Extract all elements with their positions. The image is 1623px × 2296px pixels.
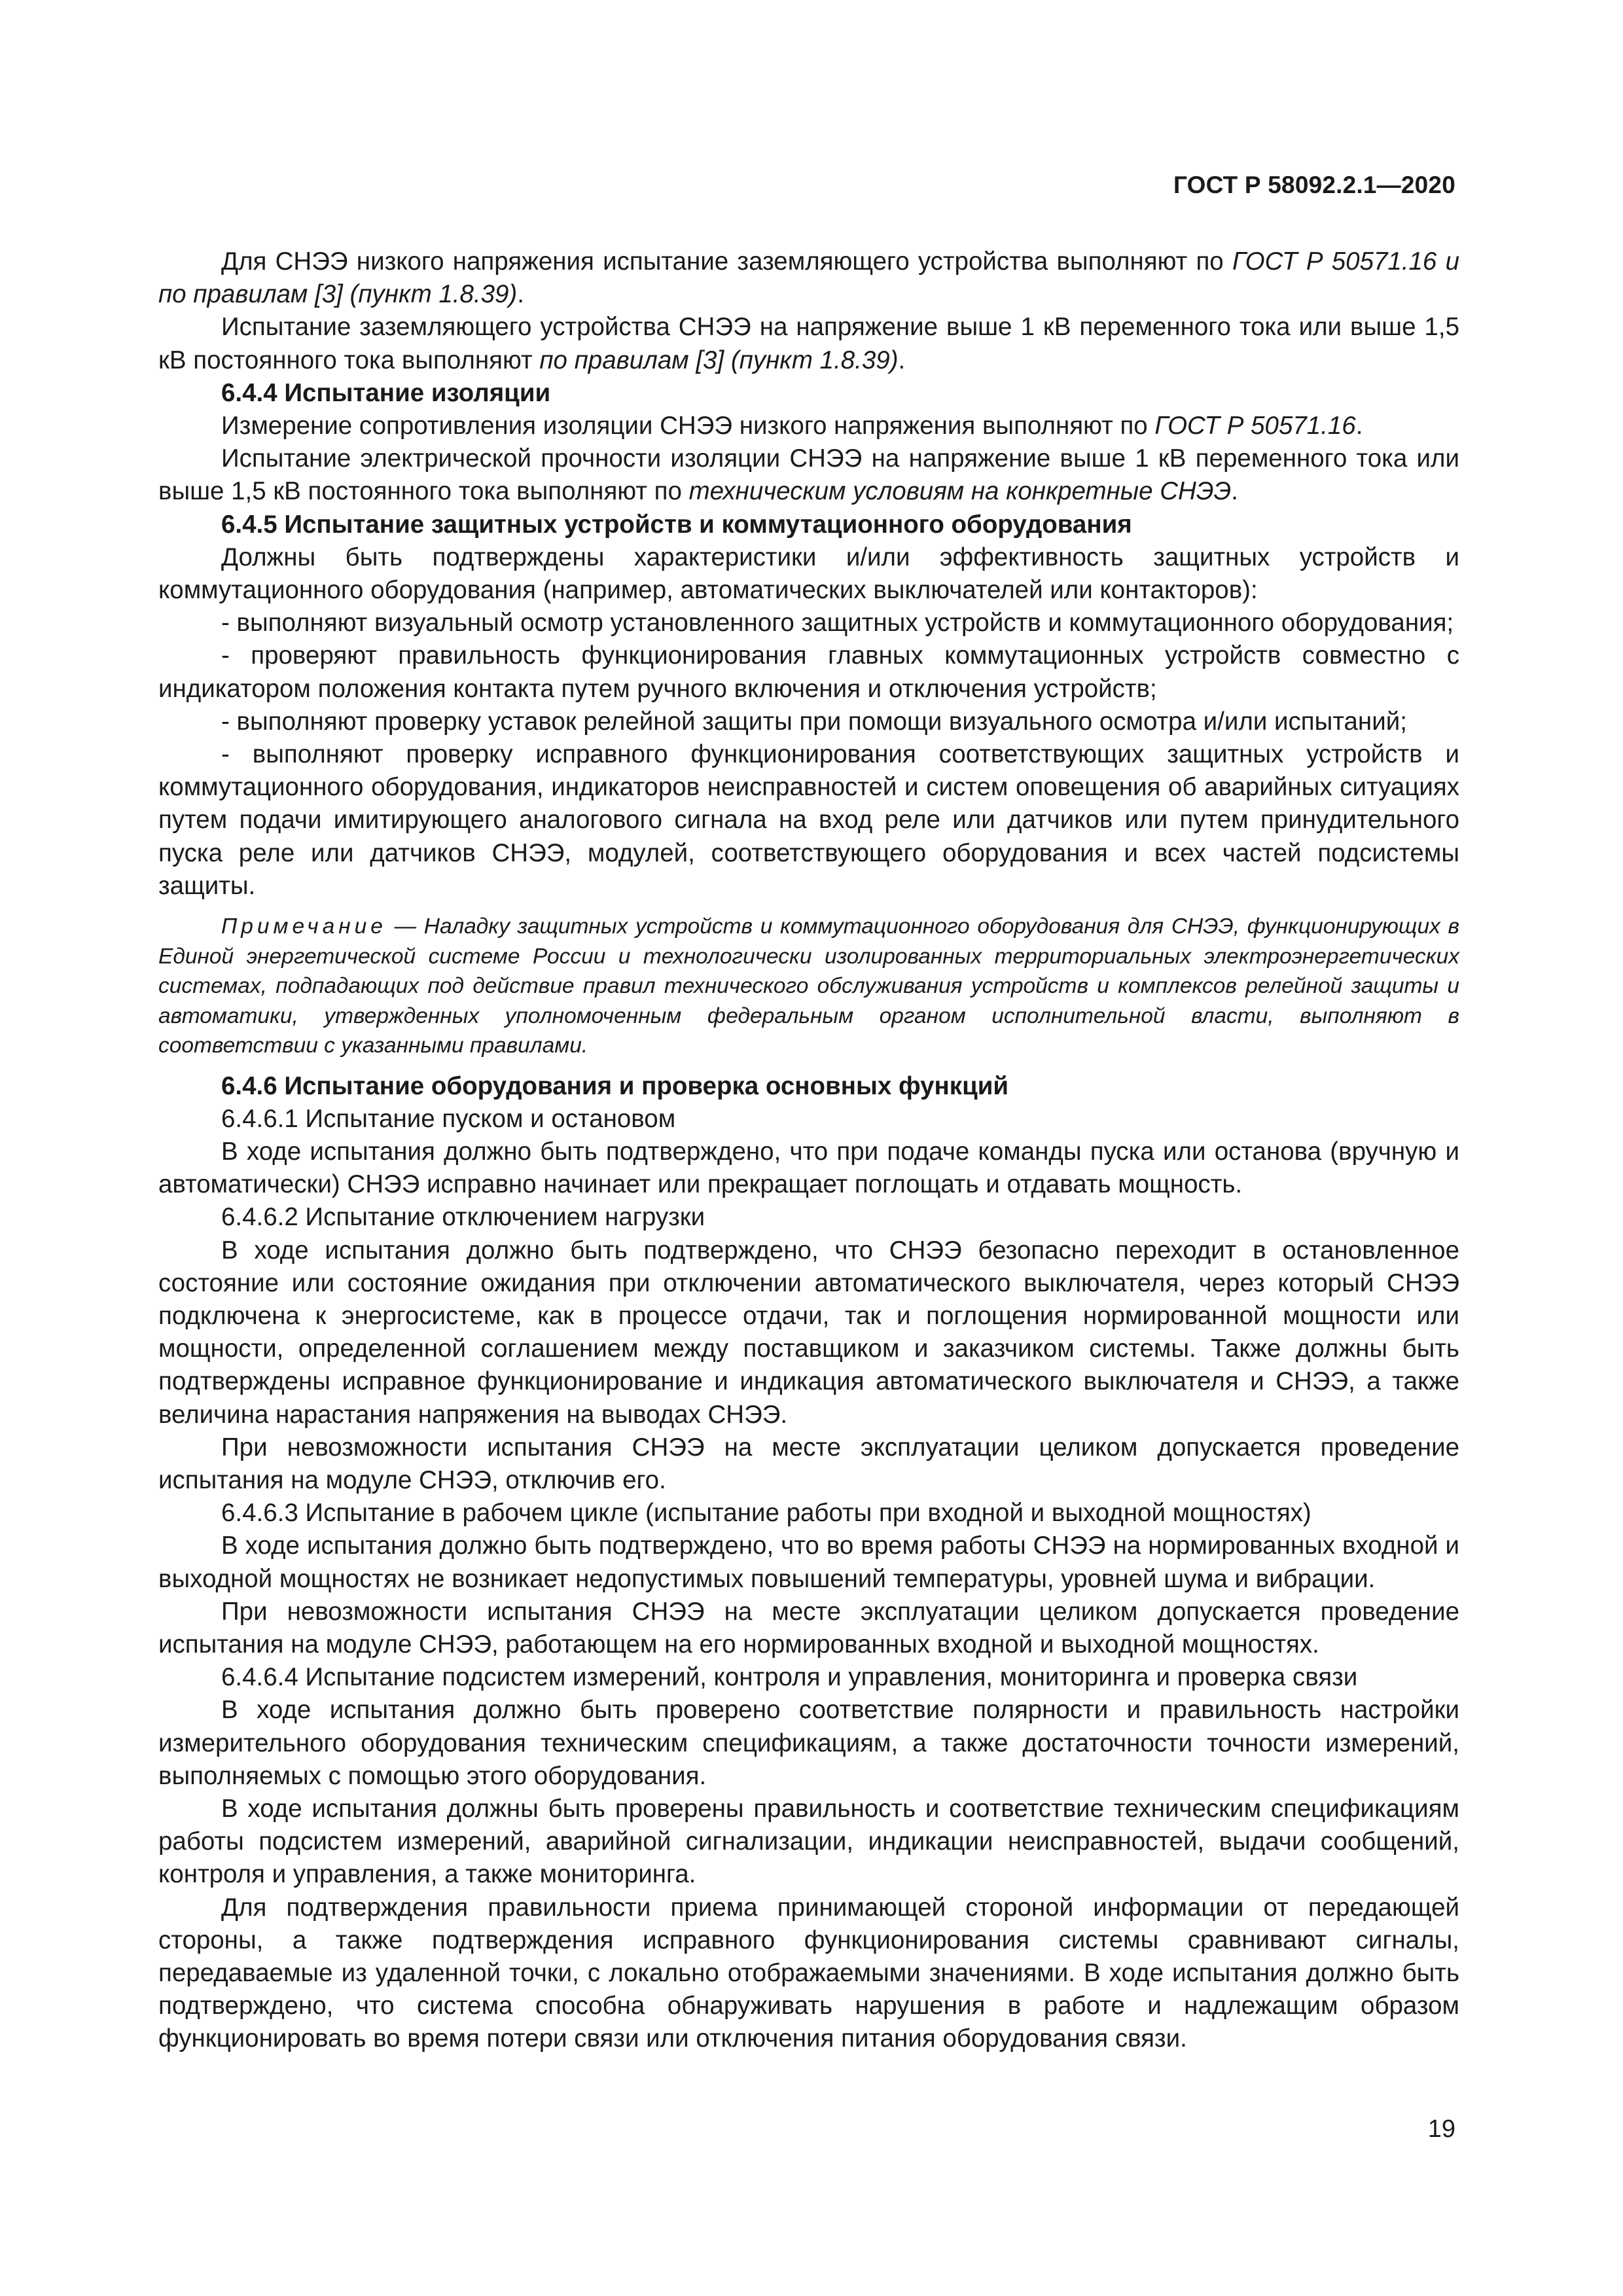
section-heading-6-4-5: 6.4.5 Испытание защитных устройств и коммутационного оборудования	[221, 510, 1132, 539]
subsection-title-6-4-6-1: 6.4.6.1 Испытание пуском и остановом	[221, 1104, 676, 1133]
paragraph-text: При невозможности испытания СНЭЭ на месте эксплуатации целиком допускается проведение испытания на модуле СНЭЭ, работающем на его нормированных входной и выходной мощностях.	[158, 1597, 1459, 1659]
reference-link: ГОСТ Р 50571.16 и по правилам [3] (пункт 1.8.39)	[158, 247, 1459, 309]
page-content	[158, 245, 1459, 2056]
subsection-title-6-4-6-4: 6.4.6.4 Испытание подсистем измерений, контроля и управления, мониторинга и проверка связи	[221, 1663, 1358, 1692]
paragraph-text: В ходе испытания должно быть подтверждено, что СНЭЭ безопасно переходит в остановленное состояние или состояние ожидания при отключении автоматического выключателя, через который СНЭЭ подключена к энергосистеме, как в процессе отдачи, так и поглощения нормированной мощности или мощности, определенной соглашением между поставщиком и заказчиком системы. Также должны быть подтверждены исправное функционирование и индикация автоматического выключателя и СНЭЭ, а также величина нарастания напряжения на выводах СНЭЭ.	[158, 1236, 1459, 1429]
paragraph-text: Для СНЭЭ низкого напряжения испытание заземляющего устройства выполняют по	[221, 247, 1232, 276]
reference-link: ГОСТ Р 50571.16	[1154, 412, 1356, 440]
page-number: 19	[1427, 2115, 1455, 2143]
paragraph-text: .	[1231, 477, 1238, 506]
subsection-title-6-4-6-3: 6.4.6.3 Испытание в рабочем цикле (испытание работы при входной и выходной мощностях)	[221, 1499, 1311, 1528]
note-text: — Наладку защитных устройств и коммутационного оборудования для СНЭЭ, функционирующих в Единой энергетической системе России и технологически изолированных территориальных электроэнергетических системах, подпадающих под действие правил технического обслуживания устройств и комплексов релейной защиты и автоматики, утвержденных уполномоченным федеральным органом исполнительной власти, выполняют в соответствии с указанными правилами.	[158, 914, 1459, 1058]
list-item: - выполняют проверку уставок релейной защиты при помощи визуального осмотра и/или испытаний;	[221, 707, 1407, 736]
paragraph-grounding-high-voltage	[158, 311, 1459, 376]
paragraph-grounding-low-voltage	[158, 245, 1459, 311]
paragraph-protective-devices: Должны быть подтверждены характеристики и/или эффективность защитных устройств и коммутационного оборудования (например, автоматических выключателей или контакторов):	[158, 543, 1459, 605]
note-label: Примечание	[221, 914, 387, 939]
paragraph-insulation-resistance	[158, 410, 1459, 442]
list-item: - выполняют проверку исправного функционирования соответствующих защитных устройств и коммутационного оборудования, индикаторов неисправностей и систем оповещения об аварийных ситуациях путем подачи имитирующего аналогового сигнала на вход реле или датчиков или путем принудительного пуска реле или датчиков СНЭЭ, модулей, соответствующего оборудования и всех частей подсистемы защиты.	[158, 740, 1459, 900]
paragraph-text: .	[517, 280, 524, 309]
list-item: - выполняют визуальный осмотр установленного защитных устройств и коммутационного оборудования;	[221, 609, 1454, 637]
note-block	[158, 912, 1459, 1061]
paragraph-text: Для подтверждения правильности приема принимающей стороной информации от передающей стороны, а также подтверждения исправного функционирования системы сравнивают сигналы, передаваемые из удаленной точки, с локально отображаемыми значениями. В ходе испытания должно быть подтверждено, что система способна обнаруживать нарушения в работе и надлежащим образом функционировать во время потери связи или отключения питания оборудования связи.	[158, 1893, 1459, 2053]
reference-link: техническим условиям на конкретные СНЭЭ	[688, 477, 1232, 506]
paragraph-text: Испытание заземляющего устройства СНЭЭ на напряжение выше 1 кВ переменного тока или выше 1,5 кВ постоянного тока выполняют	[158, 313, 1459, 374]
paragraph-text: В ходе испытания должны быть проверены правильность и соответствие техническим спецификациям работы подсистем измерений, аварийной сигнализации, индикации неисправностей, выдачи сообщений, контроля и управления, а также мониторинга.	[158, 1795, 1459, 1889]
paragraph-text: В ходе испытания должно быть проверено соответствие полярности и правильность настройки измерительного оборудования техническим спецификациям, а также достаточности точности измерений, выполняемых с помощью этого оборудования.	[158, 1696, 1459, 1790]
subsection-title-6-4-6-2: 6.4.6.2 Испытание отключением нагрузки	[221, 1203, 705, 1232]
paragraph-text: .	[898, 346, 906, 374]
paragraph-text: Испытание электрической прочности изоляции СНЭЭ на напряжение выше 1 кВ переменного тока или выше 1,5 кВ постоянного тока выполняют по	[158, 444, 1459, 506]
section-heading-6-4-6: 6.4.6 Испытание оборудования и проверка основных функций	[221, 1071, 1009, 1100]
list-item: - проверяют правильность функционирования главных коммутационных устройств совместно с индикатором положения контакта путем ручного включения и отключения устройств;	[158, 641, 1459, 703]
paragraph-text: При невозможности испытания СНЭЭ на месте эксплуатации целиком допускается проведение испытания на модуле СНЭЭ, отключив его.	[158, 1433, 1459, 1494]
paragraph-text: Измерение сопротивления изоляции СНЭЭ низкого напряжения выполняют по	[221, 412, 1155, 440]
paragraph-insulation-strength	[158, 442, 1459, 508]
document-header-id: ГОСТ Р 58092.2.1—2020	[1173, 171, 1455, 198]
section-heading-6-4-4: 6.4.4 Испытание изоляции	[221, 378, 551, 407]
paragraph-text: .	[1355, 412, 1363, 440]
paragraph-text: В ходе испытания должно быть подтверждено, что во время работы СНЭЭ на нормированных входной и выходной мощностях не возникает недопустимых повышений температуры, уровней шума и вибрации.	[158, 1532, 1459, 1593]
reference-link: по правилам [3] (пункт 1.8.39)	[539, 346, 899, 374]
paragraph-text: В ходе испытания должно быть подтверждено, что при подаче команды пуска или останова (вручную и автоматически) СНЭЭ исправно начинает или прекращает поглощать и отдавать мощность.	[158, 1137, 1459, 1199]
